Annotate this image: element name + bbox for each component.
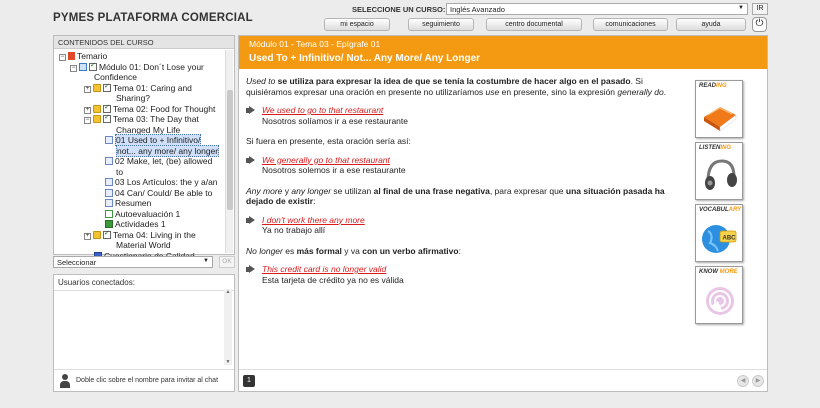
book-icon: [700, 91, 740, 135]
nav-mi-espacio[interactable]: mi espacio: [324, 18, 390, 31]
user-icon: [59, 374, 71, 388]
document-icon: [105, 199, 113, 207]
speaker-icon[interactable]: [246, 106, 257, 115]
activity-icon: [105, 220, 113, 228]
course-select-label: SELECCIONE UN CURSO:: [352, 5, 446, 14]
breadcrumb: Módulo 01 - Tema 03 - Epígrafe 01: [249, 39, 381, 49]
course-tree: − Temario −✓ Módulo 01: Don´t Lose your Confidence +✓ Tema 01: Caring and Sharing? +✓ Tema 02: Food for Thought −✓ Tema 03: The Day that Changed My Life 01 Used to + Infinitivo/ not... any more/ any longer 02 Make, let, (be) allowed to 03 Los Artículos: the y a/an 04 Can/ Could/ Be able to Resumen Autoevaluación 1 Actividades 1 +✓ Tema 04: Living in the Material World: [54, 49, 234, 254]
nav-ayuda[interactable]: ayuda: [676, 18, 746, 31]
ok-button[interactable]: OK: [219, 256, 235, 268]
course-contents-title: CONTENIDOS DEL CURSO: [54, 36, 234, 49]
paragraph-2: Si fuera en presente, esta oración sería así:: [246, 136, 411, 146]
example-english[interactable]: We generally go to that restaurant: [262, 154, 390, 165]
next-page-icon[interactable]: ▶: [752, 375, 764, 387]
users-footer-text: Doble clic sobre el nombre para invitar al chat: [76, 377, 219, 384]
checkbox-icon: [103, 84, 111, 92]
collapse-icon[interactable]: −: [60, 54, 65, 60]
know-more-button[interactable]: KNOW MORE: [695, 266, 743, 324]
tree-item-autoevaluacion[interactable]: Autoevaluación 1: [54, 209, 234, 220]
page-number[interactable]: 1: [243, 375, 255, 387]
tree-item-epigrafe-02[interactable]: 02 Make, let, (be) allowed: [54, 156, 234, 167]
tree-item-epigrafe-04[interactable]: 04 Can/ Could/ Be able to: [54, 188, 234, 199]
know-more-icon: [700, 277, 740, 321]
folder-icon: [93, 84, 101, 92]
expand-icon[interactable]: +: [85, 232, 90, 239]
document-icon: [105, 136, 113, 144]
vocabulary-button[interactable]: VOCABULARY ABC: [695, 204, 743, 262]
tree-item-actividades[interactable]: Actividades 1: [54, 219, 234, 230]
svg-text:ABC: ABC: [722, 235, 736, 242]
checkbox-icon: [103, 115, 111, 123]
app-title: PYMES PLATAFORMA COMERCIAL: [53, 12, 253, 24]
tree-scrollbar[interactable]: [225, 50, 233, 253]
scrollbar-thumb[interactable]: [227, 90, 233, 210]
example-3: [246, 215, 688, 236]
checkbox-icon: [103, 231, 111, 239]
tree-select-value: Seleccionar: [57, 258, 97, 267]
collapse-icon[interactable]: −: [71, 64, 76, 71]
scroll-down-icon[interactable]: ▼: [225, 359, 231, 365]
lesson-content: [238, 35, 768, 392]
example-english[interactable]: This credit card is no longer valid: [262, 264, 387, 274]
tree-item-tema-04[interactable]: +✓ Tema 04: Living in the: [54, 230, 234, 241]
tree-select[interactable]: [53, 256, 213, 268]
tree-item-epigrafe-03[interactable]: 03 Los Artículos: the y a/an: [54, 177, 234, 188]
speaker-icon[interactable]: [246, 265, 257, 274]
paragraph-3: Any more y any longer se utilizan al final de una frase negativa, para expresar que una situación pasada ha dejado de existir:: [246, 185, 665, 206]
nav-centro-documental[interactable]: centro documental: [486, 18, 582, 31]
users-title: Usuarios conectados:: [54, 275, 234, 291]
headphones-icon: [700, 153, 740, 197]
expand-icon[interactable]: +: [85, 106, 90, 113]
users-footer: [54, 369, 234, 391]
expand-icon[interactable]: +: [85, 85, 90, 92]
checkbox-icon: [103, 105, 111, 113]
tree-item-modulo-01[interactable]: −✓ Módulo 01: Don´t Lose your: [54, 62, 234, 73]
example-spanish: Esta tarjeta de crédito ya no es válida: [262, 274, 404, 285]
lesson-title: Used To + Infinitivo/ Not... Any More/ Any Longer: [249, 53, 481, 64]
users-panel: [53, 274, 235, 392]
chevron-down-icon: ▼: [738, 5, 744, 11]
scroll-up-icon[interactable]: ▲: [225, 289, 231, 295]
flag-icon: [68, 52, 75, 60]
example-4: [246, 264, 688, 285]
listening-button[interactable]: LISTENING: [695, 142, 743, 200]
folder-icon: [93, 105, 101, 113]
example-spanish: Nosotros solemos ir a ese restaurante: [262, 165, 406, 175]
tree-item-epigrafe-01[interactable]: 01 Used to + Infinitivo/: [54, 135, 234, 146]
example-english[interactable]: I don't work there any more: [262, 214, 365, 225]
nav-comunicaciones[interactable]: comunicaciones: [593, 18, 668, 31]
lesson-header: [239, 36, 767, 69]
document-icon: [105, 157, 113, 165]
example-spanish: Ya no trabajo allí: [262, 225, 326, 235]
lesson-body: [246, 76, 688, 295]
nav-seguimiento[interactable]: seguimiento: [408, 18, 474, 31]
course-contents-panel: [53, 35, 235, 255]
example-2: [246, 155, 688, 176]
example-1: [246, 105, 688, 126]
globe-icon: [700, 215, 740, 259]
document-icon: [105, 189, 113, 197]
speaker-icon[interactable]: [246, 216, 257, 225]
reading-button[interactable]: READING: [695, 80, 743, 138]
power-icon[interactable]: ⏻: [752, 17, 767, 32]
module-icon: [79, 63, 87, 71]
ir-button[interactable]: IR: [752, 3, 768, 15]
prev-page-icon[interactable]: ◀: [737, 375, 749, 387]
collapse-icon[interactable]: −: [85, 117, 90, 123]
course-select[interactable]: [446, 3, 748, 15]
tree-item-tema-02[interactable]: +✓ Tema 02: Food for Thought: [54, 104, 234, 115]
tree-item-tema-03[interactable]: −✓ Tema 03: The Day that: [54, 114, 234, 125]
tree-item-temario[interactable]: − Temario: [60, 51, 108, 61]
users-scrollbar[interactable]: [224, 289, 232, 365]
course-select-value: Inglés Avanzado: [450, 5, 505, 14]
example-spanish: Nosotros solíamos ir a ese restaurante: [262, 115, 408, 126]
quiz-icon: [105, 210, 113, 218]
speaker-icon[interactable]: [246, 156, 257, 165]
paragraph-4: No longer es más formal y va con un verbo afirmativo:: [246, 245, 461, 256]
checkbox-icon: [89, 63, 97, 71]
folder-icon: [93, 231, 101, 239]
folder-icon: [93, 115, 101, 123]
example-english[interactable]: We used to go to that restaurant: [262, 105, 384, 115]
chevron-down-icon: ▼: [203, 258, 209, 264]
document-icon: [105, 178, 113, 186]
lesson-footer: [239, 369, 767, 391]
tree-item-resumen[interactable]: Resumen: [54, 198, 234, 209]
tree-item-tema-01[interactable]: +✓ Tema 01: Caring and: [54, 83, 234, 94]
paragraph-1: Used to se utiliza para expresar la idea de que se tenía la costumbre de hacer algo en el pasado. Si quisiéramos expresar una oración en presente no utilizaríamos use en presente, sino la expresión generally do.: [246, 76, 667, 97]
